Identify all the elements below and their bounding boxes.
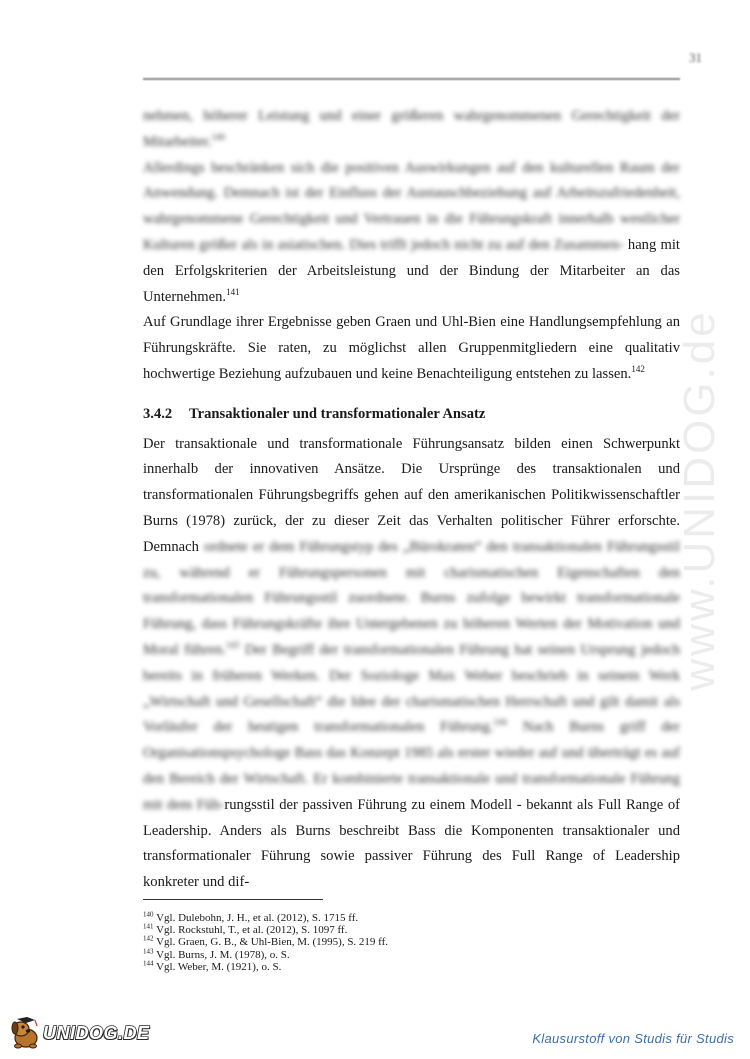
section-number: 3.4.2 xyxy=(143,405,173,422)
paragraph-text: hang mit den Erfolgskriterien der Arbeitsleistung und der Bindung der Mitarbeiter an das Unternehmen. xyxy=(143,236,680,305)
footnote-text: Vgl. Graen, G. B., & Uhl-Bien, M. (1995), S. 219 ff. xyxy=(156,936,389,949)
watermark-text: www.UNIDOG.de xyxy=(675,309,724,691)
footnote-ref: 142 xyxy=(631,364,645,375)
blurred-text: ordnete er dem Führungstyp des „Bürokraten“ den transaktionalen Führungsstil zu, während er Führungspersonen mit charismatischen Eigenschaften den transformationalen Führungsstil zuordnete. Burns zufolge bewirkt transformationale Führung, dass Führungskräfte ihre Untergebenen zu höheren Werten der Motivation und Moral führen. xyxy=(143,538,680,658)
dog-mascot-icon xyxy=(8,1016,42,1050)
paragraph-main xyxy=(143,432,680,896)
paragraph-text: rungsstil der passiven Führung zu einem Modell - bekannt als Full Range of Leadership. Anders als Burns beschreibt Bass die Komponenten transaktionaler und transformationaler Führung sowie passiver Führung des Full Range of Leadership konkreter und dif- xyxy=(143,796,680,891)
footnote-text: Vgl. Weber, M. (1921), o. S. xyxy=(156,960,282,973)
footer-tagline: Klausurstoff von Studis für Studis xyxy=(532,1031,734,1046)
section-title: Transaktionaler und transformationaler Ansatz xyxy=(189,405,486,422)
paragraph-3 xyxy=(143,310,680,387)
paragraph-text: Auf Grundlage ihrer Ergebnisse geben Graen und Uhl-Bien eine Handlungsempfehlung an Führungskräfte. Sie raten, zu möglichst allen Gruppenmitgliedern eine qualitativ hochwertige Beziehung aufzubauen und keine Benachteiligung entstehen zu lassen. xyxy=(143,314,680,382)
blurred-text: Nach Burns griff der Organisationspsychologe Bass das Konzept 1985 als erster wieder auf und überträgt es auf den Bereich der Wirtschaft. Er kombinierte transaktionale und transformationale Führung mit dem Füh- xyxy=(143,719,680,813)
footnote-number: 143 xyxy=(143,946,154,955)
logo-text: UNIDOG.DE xyxy=(43,1022,150,1043)
footnote-text: Vgl. Burns, J. M. (1978), o. S. xyxy=(156,948,290,961)
paragraph-text: Der transaktionale und transformationale Führungsansatz bilden einen Schwerpunkt innerhalb der innovativen Ansätze. Die Ursprünge des transaktionalen und transformationalen Führungsbegriffs gehen auf den amerikanischen Politikwissenschaftler Burns (1978) zurück, der zu dieser Zeit das Verhalten politischer Führer erforschte. Demnach xyxy=(143,435,680,555)
footnote-text: Vgl. Dulebohn, J. H., et al. (2012), S. 1715 ff. xyxy=(156,912,359,924)
footnote-ref: 144 xyxy=(493,717,507,728)
footnote-number: 144 xyxy=(143,959,154,968)
footnote-number: 140 xyxy=(143,910,154,919)
blurred-text: Allerdings beschränken sich die positiven Auswirkungen auf den kulturellen Raum der Anwendung. Demnach ist der Einfluss der Austauschbeziehung auf Arbeitszufriedenheit, wahrgenommene Gerechtigkeit und Vertrauen in die Führungskraft innerhalb westlicher Kulturen größer als in asiatischen. Dies trifft jedoch nicht zu auf den Zusammen- xyxy=(143,159,680,253)
blurred-text: nehmen, höherer Leistung und einer größeren wahrgenommenen Gerechtigkeit der Mitarbeiter. xyxy=(143,108,680,150)
footnote-ref: 143 xyxy=(225,640,240,651)
footnote-number: 142 xyxy=(143,934,154,943)
footnote-number: 141 xyxy=(143,922,154,931)
footnote xyxy=(143,912,680,924)
footnote xyxy=(143,946,680,961)
page-number: 31 xyxy=(689,50,702,65)
footnote-text: Vgl. Rockstuhl, T., et al. (2012), S. 1097 ff. xyxy=(156,924,348,937)
footnote-ref: 141 xyxy=(226,286,240,297)
paragraph-2 xyxy=(143,156,680,311)
footnote xyxy=(143,924,680,936)
blurred-text: Der Begriff der transformationalen Führung hat seinen Ursprung jedoch bereits in früheren Werken. Der Soziologe Max Weber beschrieb in seinem Werk „Wirtschaft und Gesellschaft“ die Idee der charismatischen Herrschaft und gilt damit als Vorläufer der heutigen transformationalen Führung. xyxy=(143,641,680,736)
footnote xyxy=(143,936,680,948)
footnote xyxy=(143,961,680,973)
paragraph-1 xyxy=(143,104,680,156)
unidog-logo xyxy=(8,1016,150,1050)
footnote-rule xyxy=(143,899,323,900)
body-text xyxy=(143,104,680,896)
header-rule xyxy=(143,78,680,80)
footnote-ref: 140 xyxy=(211,131,225,142)
section-heading xyxy=(143,402,680,428)
footnotes xyxy=(143,912,680,973)
